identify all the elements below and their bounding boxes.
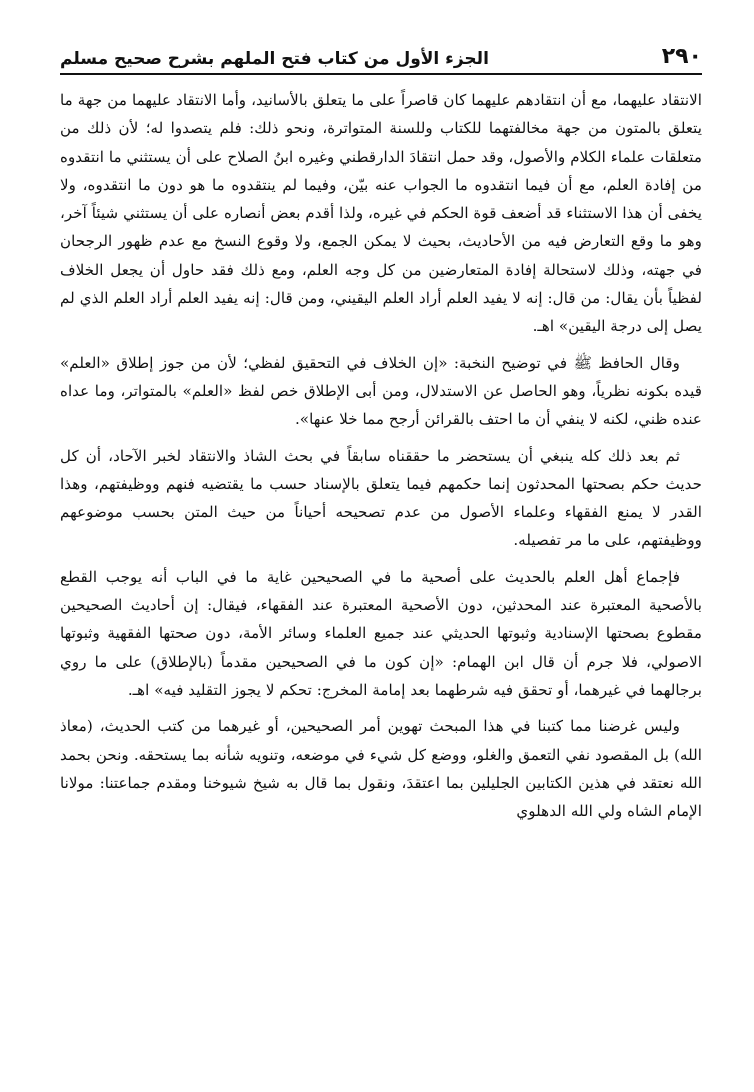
paragraph: وقال الحافظ ﷺ في توضيح النخبة: «إن الخلاف في التحقيق لفظي؛ لأن من جوز إطلاق «العلم» قيده بكونه نظرياً، وهو الحاصل عن الاستدلال، ومن أبى الإطلاق خص لفظ «العلم» بالمتواتر، وما عداه عنده ظني، لكنه لا ينفي أن ما احتف بالقرائن أرجح مما خلا عنها». (60, 353, 702, 429)
running-title: الجزء الأول من كتاب فتح الملهم بشرح صحيح مسلم (60, 49, 489, 69)
paragraph: فإجماع أهل العلم بالحديث على أصحية ما في الصحيحين غاية ما في الباب أنه يوجب القطع بالأصحية المعتبرة عند المحدثين، دون الأصحية المعتبرة عند الفقهاء، فيقال: إن أحاديث الصحيحين مقطوع بصحتها الإسنادية وثبوتها الحديثي عند جميع العلماء وسائر الأمة، دون صحتها الفقهية وثبوتها الاصولي، فلا جرم أن قال ابن الهمام: «إن كون ما في الصحيحين مقدماً (بالإطلاق) على ما روي برجالهما في غيرهما، أو تحقق فيه شرطهما بعد إمامة المخرج: تحكم لا يجوز التقليد فيه» اهـ. (60, 567, 702, 699)
page-body (60, 86, 702, 833)
page-number: ٢٩٠ (661, 44, 702, 69)
paragraph: وليس غرضنا مما كتبنا في هذا المبحث تهوين أمر الصحيحين، أو غيرهما من كتب الحديث، (معاذ الله) بل المقصود نفي التعمق والغلو، ووضع كل شيء في موضعه، وتنويه شأنه بما يستحقه. ونحن بحمد الله نعتقد في هذين الكتابين الجليلين بما اعتقدَ، ونقول بما قال به شيخ شيوخنا ومقدم جماعتنا: مولانا الإمام الشاه ولي الله الدهلوي (60, 717, 702, 821)
paragraph: الانتقاد عليهما، مع أن انتقادهم عليهما كان قاصراً على ما يتعلق بالأسانيد، وأما الانتقاد عليهما من جهة ما يتعلق بالمتون من جهة مخالفتهما للكتاب وللسنة المتواترة، ونحو ذلك: فلم يتصدوا له؛ لأن ذلك من متعلقات علماء الكلام والأصول، وقد حمل انتقادَ الدارقطني وغيره ابنُ الصلاح على أن يستثني ما انتقدوه من إفادة العلم، مع أن فيما انتقدوه ما الجواب عنه بيّن، وفيما لم ينتقدوه ما هو دون ما انتقدوه، ولا يخفى أن هذا الاستثناء قد أضعف قوة الحكم في غيره، ولذا أقدم بعض أنصاره على أن يستثني شيئاً آخر، وهو ما وقع التعارض فيه من الأحاديث، بحيث لا يمكن الجمع، ولا وقوع النسخ مع عدم ظهور الرجحان في جهته، وذلك لاستحالة إفادة المتعارضين من كل وجه العلم، ومع ذلك فقد حاول أن يجعل الخلاف لفظياً بأن يقال: من قال: إنه لا يفيد العلم أراد العلم اليقيني، ومن قال: إنه يفيد العلم أراد العلم الذي لم يصل إلى درجة اليقين» اهـ. (60, 91, 702, 336)
paragraph: ثم بعد ذلك كله ينبغي أن يستحضر ما حققناه سابقاً في بحث الشاذ والانتقاد لخبر الآحاد، أن كل حديث حكم بصحتها المحدثون إنما حكمهم فيما يتعلق بالإسناد حسب ما يقتضيه فنهم ووظيفتهم، وهذا القدر لا يمنع الفقهاء وعلماء الأصول من عدم تصحيحه أحياناً من حيث المتن بحسب موضوعهم ووظيفتهم، على ما مر تفصيله. (60, 446, 702, 550)
header-rule (60, 73, 702, 75)
page-header (60, 34, 702, 68)
